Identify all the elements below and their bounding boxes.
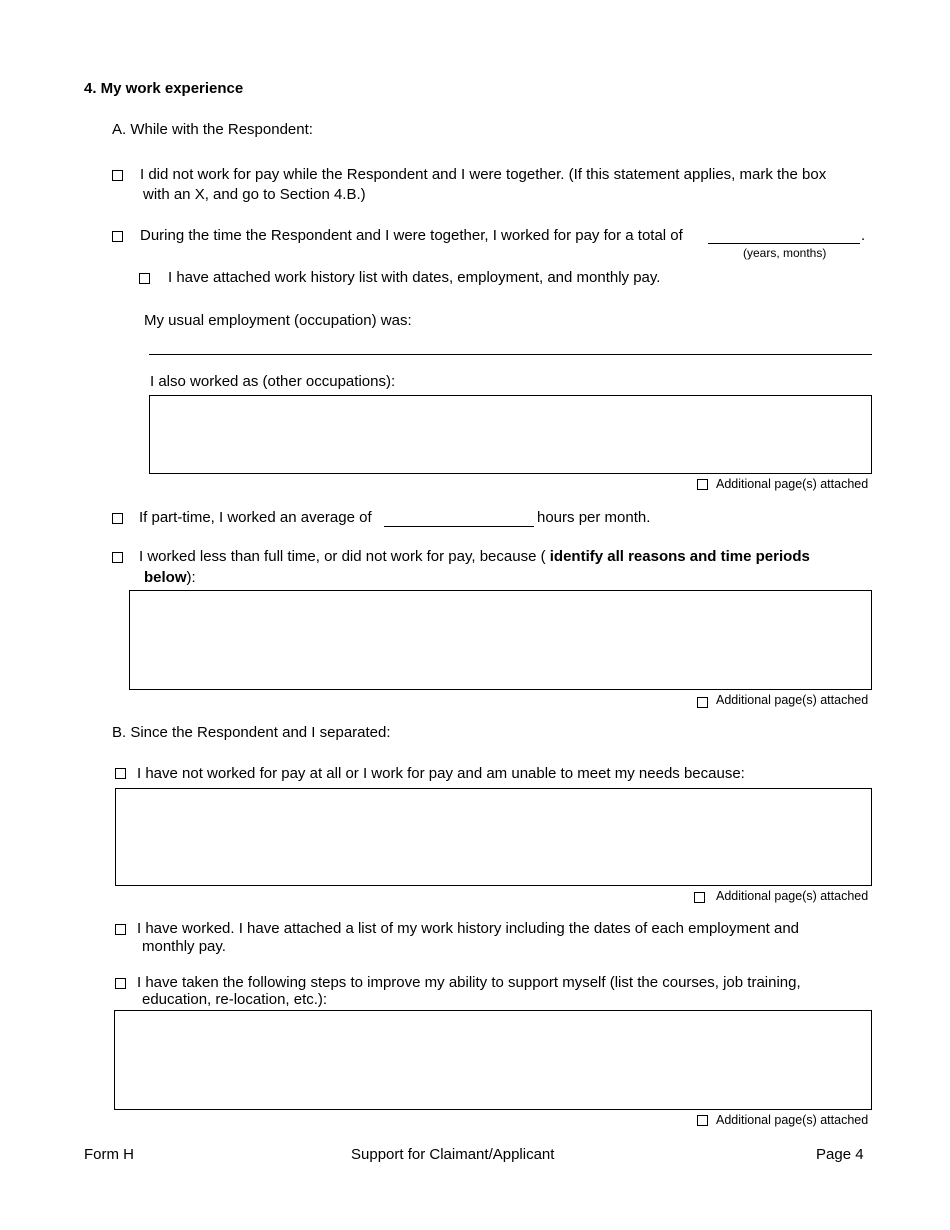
less-than-full-time-line2-normal: ): (186, 569, 196, 586)
did-not-work-text-line2: with an X, and go to Section 4.B.) (143, 186, 366, 203)
not-worked-reasons-box[interactable] (115, 788, 872, 886)
less-than-full-time-line1-bold: identify all reasons and time periods (549, 548, 810, 565)
did-not-work-text-line1: I did not work for pay while the Respondent and I were together. (If this statement applies, mark the box (140, 166, 827, 183)
usual-employment-label: My usual employment (occupation) was: (144, 312, 412, 329)
attachment-label-4: Additional page(s) attached (716, 1113, 869, 1127)
have-worked-line1: I have worked. I have attached a list of my work history including the dates of each employment and (137, 920, 800, 937)
footer-form-name: Form H (84, 1146, 134, 1163)
work-history-attached-text: I have attached work history list with dates, employment, and monthly pay. (168, 269, 661, 286)
attachment-checkbox-3[interactable] (694, 892, 705, 903)
less-than-full-time-line1 (139, 548, 810, 566)
attachment-checkbox-2[interactable] (697, 697, 708, 708)
footer-title: Support for Claimant/Applicant (351, 1146, 555, 1163)
less-than-full-time-checkbox[interactable] (112, 552, 123, 563)
reasons-box[interactable] (129, 590, 872, 690)
worked-for-pay-checkbox[interactable] (112, 231, 123, 242)
attachment-label-1: Additional page(s) attached (716, 477, 869, 491)
improve-ability-checkbox[interactable] (115, 978, 126, 989)
work-history-attached-checkbox[interactable] (139, 273, 150, 284)
attachment-checkbox-1[interactable] (697, 479, 708, 490)
part-a-heading: A. While with the Respondent: (112, 121, 313, 138)
attachment-label-2: Additional page(s) attached (716, 693, 869, 707)
footer-page-number: Page 4 (816, 1146, 864, 1163)
years-months-hint: (years, months) (743, 246, 827, 260)
part-time-checkbox[interactable] (112, 513, 123, 524)
not-worked-checkbox[interactable] (115, 768, 126, 779)
section-title: 4. My work experience (84, 80, 244, 97)
usual-employment-field[interactable] (149, 354, 872, 355)
less-than-full-time-line2 (144, 569, 196, 587)
improve-ability-line2: education, re-location, etc.): (142, 991, 328, 1008)
attachment-label-3: Additional page(s) attached (716, 889, 869, 903)
part-time-text-before: If part-time, I worked an average of (139, 509, 372, 526)
worked-for-pay-text: During the time the Respondent and I were together, I worked for pay for a total of (140, 227, 683, 244)
less-than-full-time-line1-normal: I worked less than full time, or did not work for pay, because ( (139, 548, 546, 565)
have-worked-checkbox[interactable] (115, 924, 126, 935)
improve-ability-line1: I have taken the following steps to improve my ability to support myself (list the courses, job training, (137, 974, 801, 991)
hours-per-month-field[interactable] (384, 526, 534, 527)
not-worked-text: I have not worked for pay at all or I work for pay and am unable to meet my needs because: (137, 765, 745, 782)
other-occupations-label: I also worked as (other occupations): (150, 373, 396, 390)
did-not-work-checkbox[interactable] (112, 170, 123, 181)
attachment-checkbox-4[interactable] (697, 1115, 708, 1126)
part-time-text-after: hours per month. (537, 509, 651, 526)
improve-ability-box[interactable] (114, 1010, 872, 1110)
part-b-heading: B. Since the Respondent and I separated: (112, 724, 391, 741)
worked-total-field[interactable] (708, 243, 860, 244)
have-worked-line2: monthly pay. (142, 938, 226, 955)
other-occupations-box[interactable] (149, 395, 872, 474)
worked-total-period: . (861, 227, 866, 244)
less-than-full-time-line2-bold: below (144, 569, 187, 586)
